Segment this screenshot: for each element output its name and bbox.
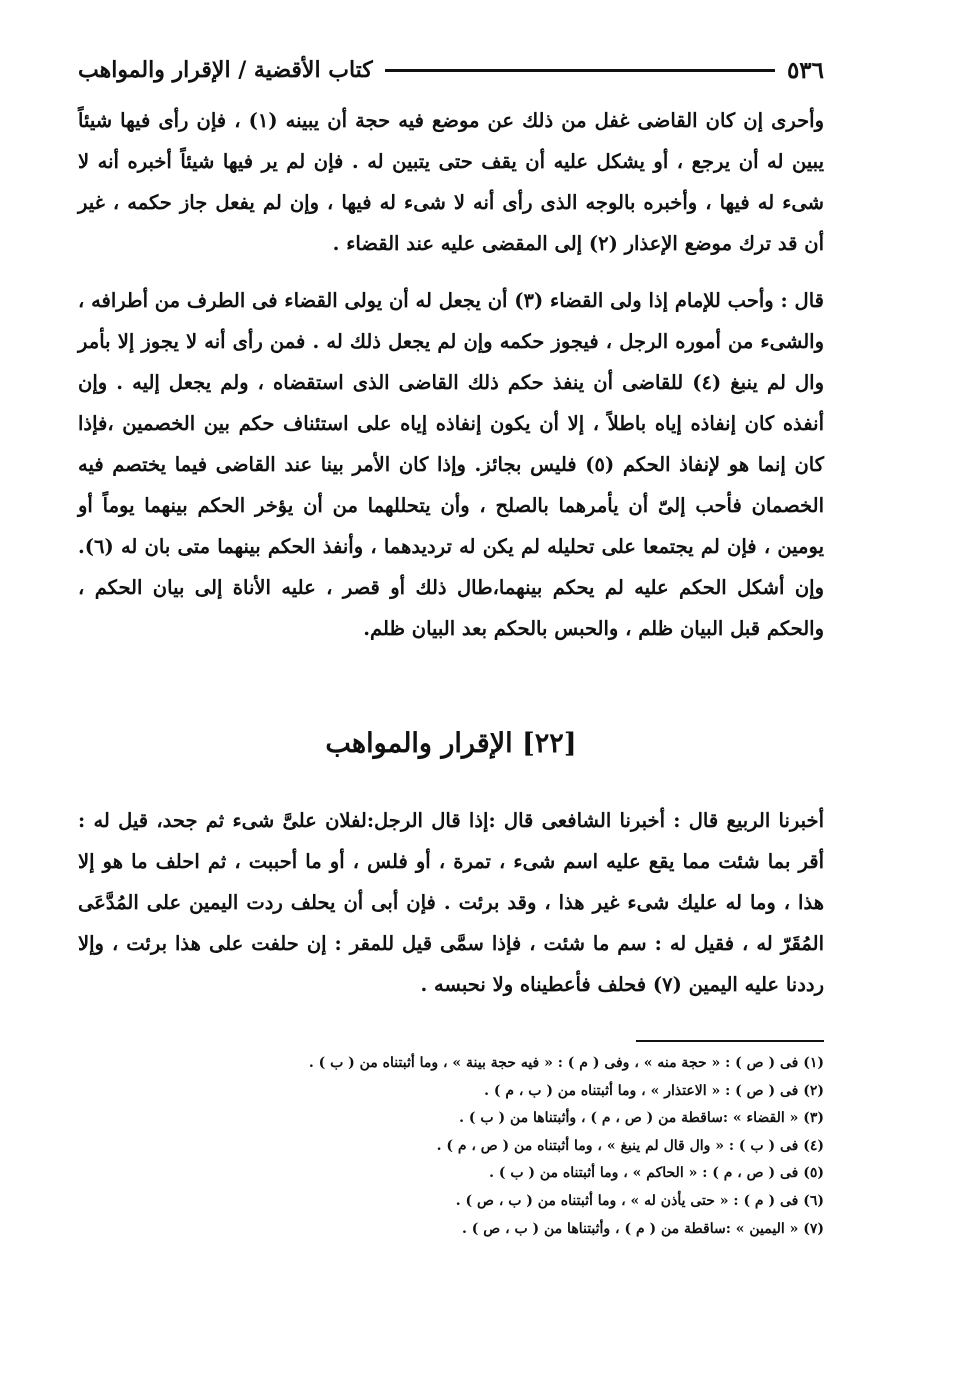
paragraph-3: أخبرنا الربيع قال : أخبرنا الشافعى قال :إذا قال الرجل:لفلان علىَّ شىء ثم جحد، قيل له : أقر بما شئت مما يقع عليه اسم شىء ، تمرة ، أو فلس ، أو ما أحببت ، ثم احلف ما هو إلا هذا ، وما له عليك شىء غير هذا ، وقد برئت . فإن أبى أن يحلف ردت اليمين على المُدَّعَى المُقَرّ له ، فقيل له : سم ما شئت ، فإذا سمَّى قيل للمقر : إن حلفت على هذا برئت ، وإلا رددنا عليه اليمين (٧) فحلف فأعطيناه ولا نحبسه . xyxy=(78,809,824,996)
paragraph-1: وأحرى إن كان القاضى غفل من ذلك عن موضع فيه حجة أن يبينه (١) ، فإن رأى فيها شيئاً يبين له أن يرجع ، أو يشكل عليه أن يقف حتى يتبين له . فإن لم ير فيها شيئاً أخبره أنه لا شىء له فيها ، وأخبره بالوجه الذى رأى أنه لا شىء له فيها ، وإن لم يفعل جاز حكمه ، غير أن قد ترك موضع الإعذار (٢) إلى المقضى عليه عند القضاء . xyxy=(78,109,824,255)
footnote-2: (٢) فى ( ص ) : « الاعتذار » ، وما أثبتناه من ( ب ، م ) . xyxy=(484,1082,824,1099)
paragraph-2-text: وأحب للإمام إذا ولى القضاء (٣) أن يجعل له أن يولى القضاء فى الطرف من أطرافه ، والشىء من أموره الرجل ، فيجوز حكمه وإن لم يجعل ذلك له . فمن رأى أنه لا يجوز إلا بأمر وال لم ينبغ (٤) للقاضى أن ينفذ حكم ذلك القاضى الذى استقضاه ، ولم يجعل إليه . وإن أنفذه كان إنفاذه إياه باطلاً ، إلا أن يكون إنفاذه إياه على استئناف حكم بين الخصمين ،فإذا كان إنما هو لإنفاذ الحكم (٥) فليس بجائز. وإذا كان الأمر بينا عند القاضى فيما يختصم فيه الخصمان فأحب إلىّ أن يأمرهما بالصلح ، وأن يتحللهما من أن يؤخر الحكم بينهما يوماً أو يومين ، فإن لم يجتمعا على تحليله لم يكن له ترديدهما ، وأنفذ الحكم بينهما متى بان له (٦). وإن أشكل الحكم عليه لم يحكم بينهما،طال ذلك أو قصر ، عليه الأناة إلى بيان الحكم ، والحكم قبل البيان ظلم ، والحبس بالحكم بعد البيان ظلم. xyxy=(78,289,824,640)
footnote-1: (١) فى ( ص ) : « حجة منه » ، وفى ( م ) : « فيه حجة بينة » ، وما أثبتناه من ( ب ) . xyxy=(308,1055,824,1071)
footnote-4: (٤) فى ( ب ) : « وال قال لم ينبغ » ، وما أثبتناه من ( ص ، م ) . xyxy=(436,1137,824,1154)
footnotes xyxy=(300,1050,824,1243)
section-title: [٢٢] الإقرار والمواهب xyxy=(325,728,577,759)
header-rule xyxy=(385,69,775,72)
footnote-3: (٣) « القضاء » :ساقطة من ( ص ، م ) ، وأثبتناها من ( ب ) . xyxy=(459,1110,824,1127)
running-title: كتاب الأقضية / الإقرار والمواهب xyxy=(78,57,373,83)
footnote-5: (٥) فى ( ص ، م ) : « الحاكم » ، وما أثبتناه من ( ب ) . xyxy=(489,1165,824,1182)
footnote-6: (٦) فى ( م ) : « حتى يأذن له » ، وما أثبتناه من ( ب ، ص ) . xyxy=(455,1192,824,1209)
footnote-separator xyxy=(636,1040,824,1042)
paragraph-2 xyxy=(78,280,824,649)
paragraph-2-lead: قال : xyxy=(780,289,824,312)
footnote-7: (٧) « اليمين » :ساقطة من ( م ) ، وأثبتناها من ( ب ، ص ) . xyxy=(462,1220,824,1237)
page-header xyxy=(78,52,824,88)
page-number: ٥٣٦ xyxy=(786,56,824,84)
